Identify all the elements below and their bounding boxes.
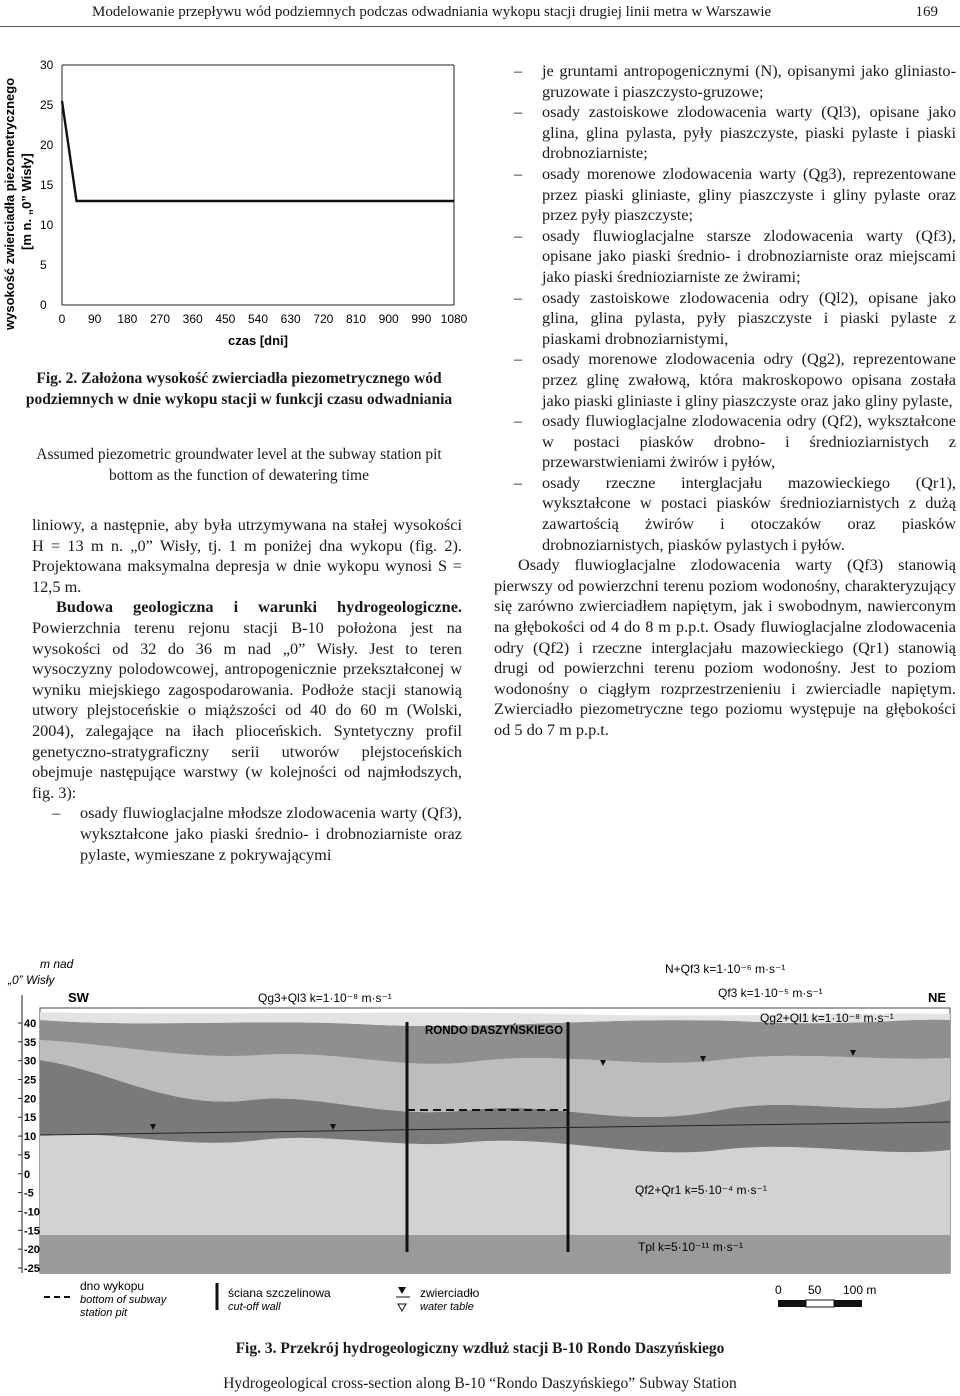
fig3-legend-wt-en: water table xyxy=(420,1301,474,1313)
fig2-ytick-4: 20 xyxy=(40,138,54,152)
fig2-xlabel: czas [dni] xyxy=(228,333,288,348)
fig3-label-qg2: Qg2+Ql1 k=1·10⁻⁸ m·s⁻¹ xyxy=(760,1011,894,1025)
fig3-ytick-6: 10 xyxy=(24,1131,37,1144)
page-number: 169 xyxy=(915,4,938,20)
fig3-ytick-3: 25 xyxy=(24,1074,37,1087)
fig3-caption-pl: Fig. 3. Przekrój hydrogeologiczny wzdłuż stacji B-10 Rondo Daszyńskiego xyxy=(235,1340,725,1357)
fig3-ytick-8: 0 xyxy=(24,1168,31,1181)
fig2-xtick-11: 990 xyxy=(411,312,432,326)
fig3-rondo-label: RONDO DASZYŃSKIEGO xyxy=(425,1025,564,1037)
fig2-ytick-2: 10 xyxy=(40,218,54,232)
fig2-xtick-2: 180 xyxy=(117,312,138,326)
fig3-legend-wt-symbol xyxy=(396,1287,410,1311)
fig3-ytick-11: -15 xyxy=(24,1225,40,1238)
fig3-ytick-1: 35 xyxy=(24,1036,37,1049)
right-bullet-2: – osady morenowe zlodowacenia warty (Qg3), reprezentowane przez piaski gliniaste, gliny piaszczyste i gliny pylaste oraz przez pyły piaszczyste; xyxy=(494,164,956,226)
fig2-ytick-5: 25 xyxy=(40,98,54,112)
fig2-chart xyxy=(0,52,470,362)
fig2-xtick-9: 810 xyxy=(345,312,367,326)
fig2-xtick-10: 900 xyxy=(378,312,399,326)
fig3-label-qg3: Qg3+Ql3 k=1·10⁻⁸ m·s⁻¹ xyxy=(258,991,392,1005)
right-continuation: – je gruntami antropogenicznymi (N), opisanymi jako gliniasto-gruzowate i piaszczysto-gruzowe; xyxy=(494,61,956,102)
fig3-legend-wall-en: cut-off wall xyxy=(228,1301,281,1313)
fig3-ytick-0: 40 xyxy=(24,1018,37,1030)
fig2-xtick-1: 90 xyxy=(87,312,102,326)
fig3-legend-pit-en1: bottom of subway xyxy=(80,1294,167,1306)
fig3-ytick-2: 30 xyxy=(24,1055,37,1068)
fig3-legend-pit-en2: station pit xyxy=(80,1307,128,1319)
right-bullet-7: – osady rzeczne interglacjału mazowieckiego (Qr1), wykształcone w postaci piasków średnioziarnistych z dużą zawartością żwirów i otoczaków oraz piasków drobnoziarnistych, piasków pylastych i pyłów. xyxy=(494,473,956,555)
fig3-sw-label: SW xyxy=(68,990,89,1005)
fig3-scale-seg-2 xyxy=(806,1300,834,1307)
fig3-y-ticks xyxy=(18,1018,40,1275)
fig2-ytick-1: 5 xyxy=(40,258,47,272)
right-bullet-3: – osady fluwioglacjalne starsze zlodowacenia warty (Qf3), opisane jako piaski średnio- i drobnoziarniste oraz miejscami jako piaski średnioziarniste ze żwirami; xyxy=(494,226,956,288)
section-heading: Budowa geologiczna i warunki hydrogeologiczne. xyxy=(56,597,462,617)
right-bullet-5: – osady morenowe zlodowacenia odry (Qg2), reprezentowane przez glinę zwałową, która makroskopowo opisana została jako piaski gliniaste i gliny piaszczyste oraz jako gliny pylaste, xyxy=(494,349,956,411)
fig3-caption-en: Hydrogeological cross-section along B-10 “Rondo Daszyńskiego” Subway Station xyxy=(223,1375,737,1392)
fig2-ylabel-line1: wysokość zwierciadła piezometrycznego xyxy=(2,77,17,330)
fig3-ytick-10: -10 xyxy=(24,1206,40,1219)
right-bullet-4: – osady zastoiskowe zlodowacenia odry (Ql2), opisane jako glina, glina pylasta, pyły piaszczyste i piaski pylaste z piaskami drobnoziarnistymi, xyxy=(494,288,956,350)
fig2-xtick-3: 270 xyxy=(149,312,171,326)
left-para-1: liniowy, a następnie, aby była utrzymywana na stałej wysokości H = 13 m n. „0” Wisły, tj. 1 m poniżej dna wykopu (fig. 2). Projektowana maksymalna depresja w dnie wykopu wynosi S = 12,5 m. xyxy=(32,515,462,596)
fig3-scale-seg-3 xyxy=(834,1300,862,1307)
running-title: Modelowanie przepływu wód podziemnych podczas odwadniania wykopu stacji drugiej linii metra w Warszawie xyxy=(92,4,772,20)
right-para-1: Osady fluwioglacjalne zlodowacenia warty (Qf3) stanowią pierwszy od powierzchni terenu poziom wodonośny, charakteryzujący się zarówno zwierciadłem napiętym, jak i swobodnym, nawierconym na głębokości od 4 do 8 m p.p.t. Osady fluwioglacjalne zlodowacenia odry (Qf2) i rzeczne interglacjału mazowieckiego (Qr1) stanowią drugi od powierzchni terenu poziom wodonośny. Jest to poziom wodonośny o ciągłym rozprzestrzenieniu i zwierciadle napiętym. Zwierciadło piezometryczne tego poziomu występuje na głębokości od 5 do 7 m p.p.t. xyxy=(494,555,956,739)
fig3-ytick-5: 15 xyxy=(24,1112,37,1125)
left-para-2: Powierzchnia terenu rejonu stacji B-10 położona jest na wysokości od 32 do 36 m nad „0” Wisły. Jest to teren wysoczyzny polodowcowej, antropogenicznie przekształconej w wyniku miejskiego zagospodarowania. Podłoże stacji stanowią utwory plejstoceńskie o miąższości od 40 do 60 m (Wolski, 2004), zalegające na iłach plioceńskich. Syntetyczny profil genetyczno-stratygraficzny serii utworów plejstoceńskich obejmuje następujące warstwy (w kolejności od najmłodszych, fig. 3): xyxy=(32,617,462,802)
fig2-xtick-0: 0 xyxy=(58,312,66,326)
fig3-legend-pit-pl: dno wykopu xyxy=(80,1279,145,1293)
fig2-ticks xyxy=(40,58,468,326)
fig3-ytick-9: -5 xyxy=(24,1187,34,1200)
fig3-label-qf3: Qf3 k=1·10⁻⁵ m·s⁻¹ xyxy=(718,986,823,1000)
fig3-legend-wt-pl: zwierciadło xyxy=(420,1286,480,1300)
fig2-caption-en: Assumed piezometric groundwater level at the subway station pit bottom as the function of dewatering time xyxy=(36,446,442,484)
fig3-axis-title-2: „0” Wisły xyxy=(8,973,55,987)
fig2-xtick-7: 630 xyxy=(280,312,301,326)
fig2-caption-pl: Fig. 2. Założona wysokość zwierciadła piezometrycznego wód podziemnych w dnie wykopu stacji w funkcji czasu odwadniania xyxy=(25,370,453,408)
fig3-scale-seg-1 xyxy=(778,1300,806,1307)
fig3-scale-50: 50 xyxy=(808,1283,822,1297)
left-column xyxy=(32,515,462,865)
fig3-scale-0: 0 xyxy=(775,1283,782,1297)
fig3-legend-wall-pl: ściana szczelinowa xyxy=(228,1286,331,1300)
fig2-xtick-6: 540 xyxy=(247,312,269,326)
fig3-ytick-13: -25 xyxy=(24,1263,40,1275)
fig2-xtick-4: 360 xyxy=(182,312,203,326)
fig3-label-qf2: Qf2+Qr1 k=5·10⁻⁴ m·s⁻¹ xyxy=(635,1183,767,1197)
fig2-xtick-12: 1080 xyxy=(440,312,468,326)
fig3-scale-100: 100 m xyxy=(843,1283,877,1297)
fig3-ytick-7: 5 xyxy=(24,1149,31,1162)
right-column xyxy=(494,61,956,741)
fig2-series-line xyxy=(62,101,454,201)
fig3-ne-label: NE xyxy=(928,990,947,1005)
running-header xyxy=(0,0,960,27)
fig3-ytick-4: 20 xyxy=(24,1093,37,1106)
fig2-xtick-5: 450 xyxy=(215,312,236,326)
fig3-ytick-12: -20 xyxy=(24,1244,40,1257)
fig2-ytick-0: 0 xyxy=(40,298,47,312)
fig3-axis-title-1: m nad xyxy=(40,957,74,971)
fig3-label-nqf3: N+Qf3 k=1·10⁻⁶ m·s⁻¹ xyxy=(665,962,786,976)
fig3-cross-section xyxy=(0,950,960,1330)
fig2-ylabel-line2: [m n. „0” Wisły] xyxy=(19,153,34,250)
fig2-ytick-6: 30 xyxy=(40,58,54,72)
fig2-ytick-3: 15 xyxy=(40,178,54,192)
fig2-xtick-8: 720 xyxy=(313,312,334,326)
right-bullet-6: – osady fluwioglacjalne zlodowacenia odry (Qf2), wykształcone w postaci piasków drobno- i średnioziarnistych z przewarstwieniami żwirów i pyłów, xyxy=(494,411,956,473)
fig3-layer-qf2 xyxy=(40,1134,950,1235)
right-bullet-1: – osady zastoiskowe zlodowacenia warty (Ql3), opisane jako glina, glina pylasta, pyły piaszczyste, piaski pylaste i piaski drobnoziarniste; xyxy=(494,102,956,164)
fig3-layer-tpl xyxy=(40,1235,950,1273)
left-bullet-1: – osady fluwioglacjalne młodsze zlodowacenia warty (Qf3), wykształcone jako piaski średnio- i drobnoziarniste oraz pylaste, wymieszane z pokrywającymi xyxy=(32,803,462,865)
fig3-label-tpl: Tpl k=5·10⁻¹¹ m·s⁻¹ xyxy=(638,1240,744,1254)
